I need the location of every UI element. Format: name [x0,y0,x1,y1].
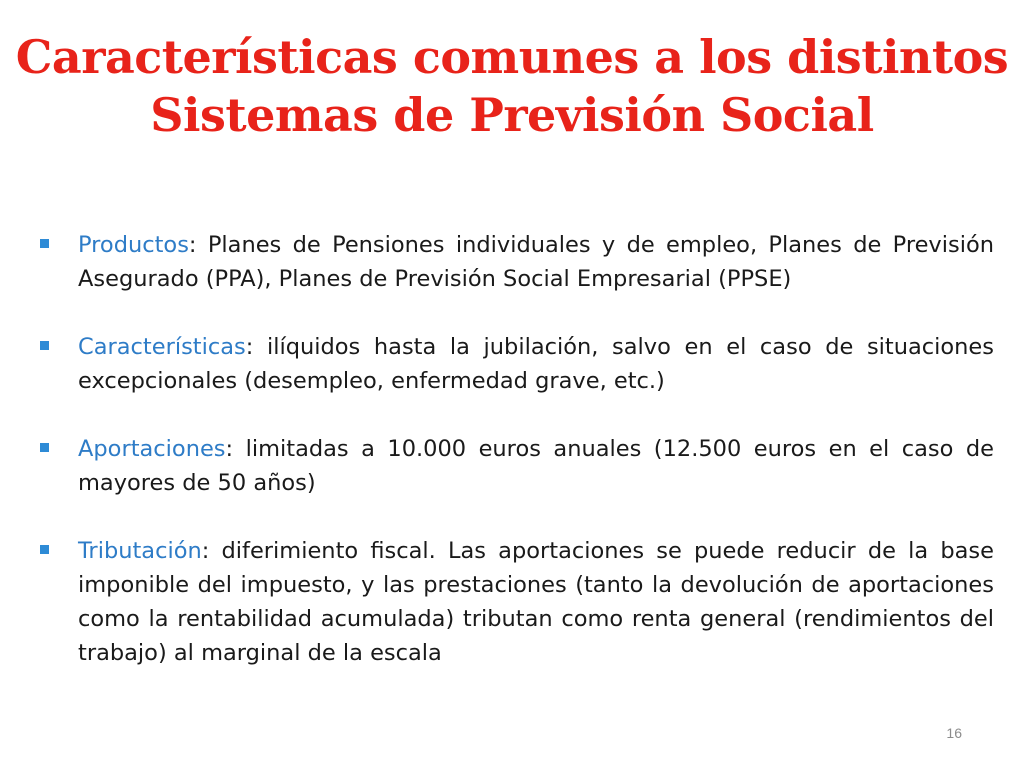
square-bullet-icon [40,443,49,452]
bullet-term: Características [78,334,246,360]
bullet-text: : diferimiento fiscal. Las aportaciones se puede reducir de la base imponible del impuesto, y las prestaciones (tanto la devolución de aportaciones como la rentabilidad acumulada) tributan como renta general (rendimientos del trabajo) al marginal de la escala [78,538,994,666]
bullet-text: : ilíquidos hasta la jubilación, salvo en el caso de situaciones excepcionales (desempleo, enfermedad grave, etc.) [78,334,994,394]
bullet-term: Productos [78,232,189,258]
bullet-list [40,228,994,704]
bullet-term: Tributación [78,538,202,564]
bullet-item-productos [40,228,994,296]
slide-title [0,28,1024,144]
square-bullet-icon [40,341,49,350]
bullet-text: : Planes de Pensiones individuales y de empleo, Planes de Previsión Asegurado (PPA), Planes de Previsión Social Empresarial (PPSE) [78,232,994,292]
bullet-item-tributacion [40,534,994,670]
slide-title-line-1: Características comunes a los distintos [15,30,1009,84]
bullet-item-caracteristicas [40,330,994,398]
bullet-text: : limitadas a 10.000 euros anuales (12.500 euros en el caso de mayores de 50 años) [78,436,994,496]
bullet-term: Aportaciones [78,436,226,462]
bullet-item-aportaciones [40,432,994,500]
square-bullet-icon [40,545,49,554]
page-number: 16 [946,725,962,741]
square-bullet-icon [40,239,49,248]
slide-title-line-2: Sistemas de Previsión Social [150,88,874,142]
